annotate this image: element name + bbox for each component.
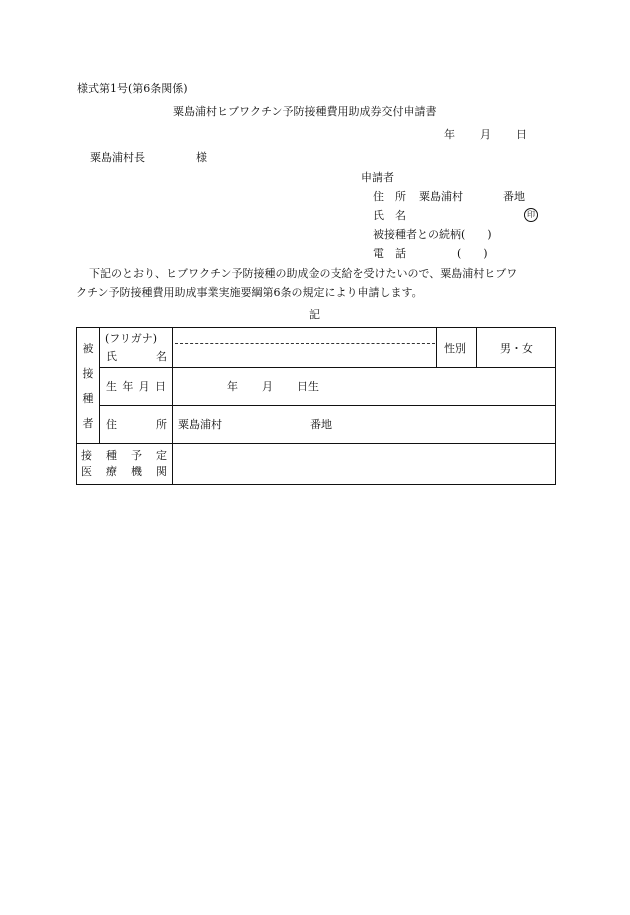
name-label-mei: 名 [156, 350, 167, 363]
birth-year-label: 年 [227, 380, 238, 393]
clinic-label-char: 定 [156, 449, 167, 462]
applicant-address-value: 粟島浦村 [419, 190, 463, 203]
clinic-label-line2 [81, 466, 167, 477]
clinic-label-char: 予 [131, 449, 142, 462]
date-month-label: 月 [480, 128, 491, 141]
gender-value: 男・女 [500, 342, 533, 355]
address-suffix: 番地 [310, 418, 332, 431]
subject-char: 者 [82, 417, 94, 430]
furigana-label: (フリガナ) [105, 332, 158, 345]
body-text-line2: クチン予防接種費用助成事業実施要綱第6条の規定により申請します。 [76, 286, 423, 299]
date-year-label: 年 [444, 128, 455, 141]
seal-mark: 印 [524, 208, 538, 222]
clinic-label-line1 [81, 450, 167, 461]
form-number: 様式第1号(第6条関係) [77, 82, 188, 95]
applicant-address-suffix: 番地 [503, 190, 525, 203]
subject-char: 接 [82, 367, 94, 380]
clinic-label-char: 関 [156, 465, 167, 478]
birthdate-label-char: 日 [154, 380, 166, 393]
applicant-phone-label: 電 話 [373, 247, 406, 260]
address-value: 粟島浦村 [178, 418, 222, 431]
address-label-sho: 所 [156, 418, 167, 431]
subject-char: 被 [82, 342, 94, 355]
applicant-phone-paren: ( ) [457, 247, 488, 260]
clinic-label-char: 接 [81, 449, 92, 462]
clinic-label-char: 機 [131, 465, 142, 478]
clinic-label-char: 種 [106, 449, 117, 462]
body-text-line1: 下記のとおり、ヒブワクチン予防接種の助成金の支給を受けたいので、粟島浦村ヒブワ [89, 267, 518, 280]
birthdate-label-char: 生 [106, 380, 117, 393]
subject-label [78, 343, 98, 429]
addressee-honorific: 様 [196, 151, 207, 164]
addressee-name: 粟島浦村長 [90, 151, 145, 164]
applicant-address-label: 住 所 [373, 190, 406, 203]
clinic-label-char: 医 [81, 465, 92, 478]
ki-label: 記 [309, 308, 320, 321]
gender-label: 性別 [444, 342, 466, 355]
form-title: 粟島浦村ヒブワクチン予防接種費用助成券交付申請書 [173, 105, 437, 118]
date-day-label: 日 [516, 128, 527, 141]
subject-char: 種 [82, 392, 94, 405]
birthdate-label [106, 381, 166, 392]
furigana-divider [175, 343, 435, 344]
address-label-ju: 住 [106, 418, 117, 431]
birth-day-label: 日生 [297, 380, 319, 393]
name-label-shi: 氏 [106, 350, 117, 363]
applicant-relation-label: 被接種者との続柄( ) [373, 228, 492, 241]
applicant-name-label: 氏 名 [373, 209, 406, 222]
birth-month-label: 月 [262, 380, 273, 393]
birthdate-label-char: 月 [138, 380, 150, 393]
clinic-label-char: 療 [106, 465, 117, 478]
birthdate-label-char: 年 [122, 380, 134, 393]
applicant-heading: 申請者 [361, 171, 394, 184]
